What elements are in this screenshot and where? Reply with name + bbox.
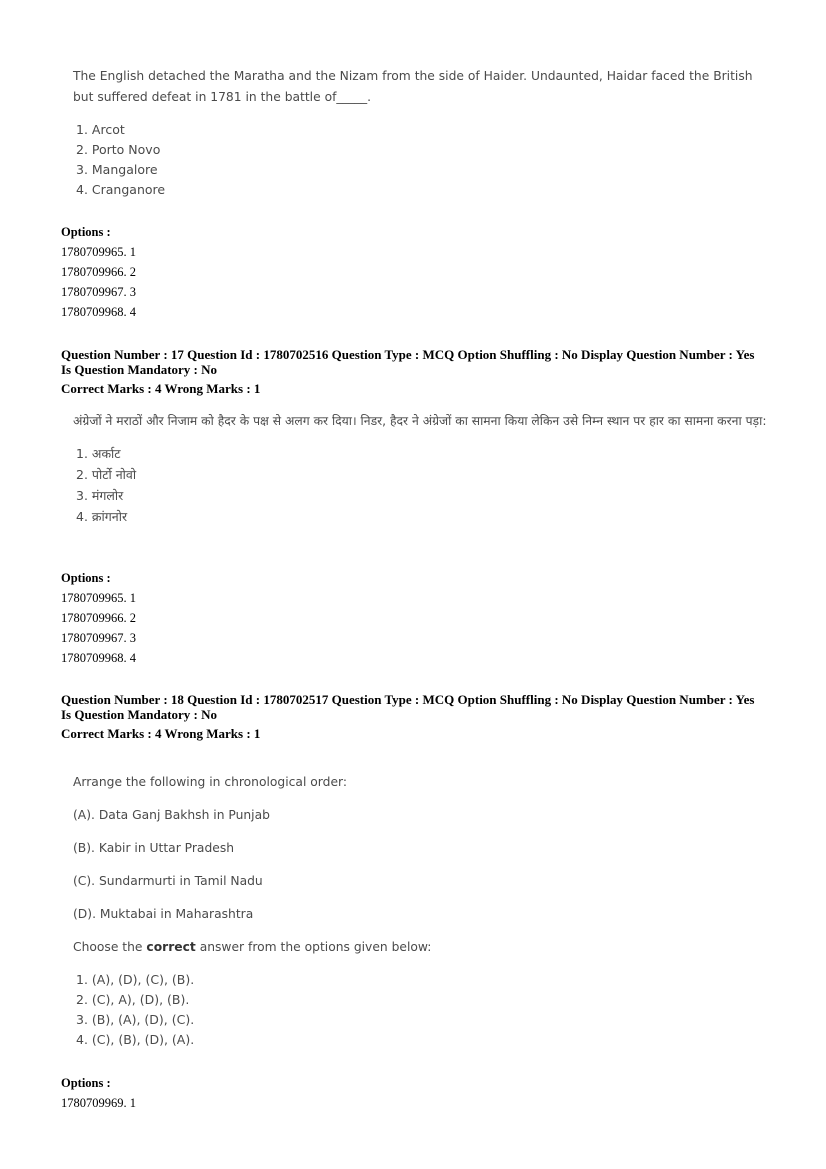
q18-choices [76, 970, 763, 1050]
q16-choice: 2. Porto Novo [76, 142, 161, 157]
q18-header-line: Correct Marks : 4 Wrong Marks : 1 [61, 726, 261, 741]
q16-choice: 3. Mangalore [76, 162, 158, 177]
q18-header-line: Question Number : 18 Question Id : 1780702517 Question Type : MCQ Option Shuffling : No Display Question Number : Yes [61, 692, 755, 707]
option-id: 1780709967. 3 [61, 631, 136, 645]
q17-header-line: Is Question Mandatory : No [61, 362, 218, 377]
q17-header-line: Correct Marks : 4 Wrong Marks : 1 [61, 381, 261, 396]
q18-choose-bold: correct [146, 940, 196, 954]
option-id: 1780709967. 3 [61, 285, 136, 299]
q17-choice: 1. अर्काट [76, 446, 121, 461]
q18-item: (B). Kabir in Uttar Pradesh [73, 841, 235, 855]
q18-item: (D). Muktabai in Maharashtra [73, 907, 254, 921]
q18-choice: 2. (C), A), (D), (B). [76, 992, 190, 1007]
q17-options [61, 568, 136, 668]
q18-question-block [73, 772, 763, 1050]
q17-question-block [73, 410, 773, 527]
q17-question-text: अंग्रेजों ने मराठों और निजाम को हैदर के पक्ष से अलग कर दिया। निडर, हैदर ने अंग्रेजों का सामना किया लेकिन उसे निम्न स्थान पर हार का सामना करना पड़ा: [73, 414, 767, 428]
q16-options [61, 222, 136, 322]
q17-choice: 4. क्रांगनोर [76, 509, 128, 524]
q17-choice: 2. पोर्टो नोवो [76, 467, 137, 482]
q18-item: (C). Sundarmurti in Tamil Nadu [73, 874, 263, 888]
q16-choices [76, 120, 763, 200]
options-label: Options : [61, 225, 111, 239]
q18-intro: Arrange the following in chronological order: [73, 775, 347, 789]
q18-options [61, 1073, 136, 1113]
q18-choice: 3. (B), (A), (D), (C). [76, 1012, 195, 1027]
q18-header-line: Is Question Mandatory : No [61, 707, 218, 722]
option-id: 1780709968. 4 [61, 651, 136, 665]
q16-choice: 1. Arcot [76, 122, 125, 137]
options-label: Options : [61, 571, 111, 585]
q17-header [61, 347, 754, 396]
option-id: 1780709965. 1 [61, 245, 136, 259]
q17-header-line: Question Number : 17 Question Id : 1780702516 Question Type : MCQ Option Shuffling : No Display Question Number : Yes [61, 347, 755, 362]
q17-choices [76, 443, 773, 527]
options-label: Options : [61, 1076, 111, 1090]
q18-choose-instruction [73, 937, 763, 958]
option-id: 1780709966. 2 [61, 265, 136, 279]
q18-choice: 1. (A), (D), (C), (B). [76, 972, 195, 987]
q18-choose-prefix: Choose the [73, 940, 147, 954]
q18-item: (A). Data Ganj Bakhsh in Punjab [73, 808, 270, 822]
option-id: 1780709969. 1 [61, 1096, 136, 1110]
option-id: 1780709968. 4 [61, 305, 136, 319]
q16-question-text: The English detached the Maratha and the Nizam from the side of Haider. Undaunted, Haidar faced the British but suffered defeat in 1781 in the battle of_____. [73, 69, 753, 104]
option-id: 1780709966. 2 [61, 611, 136, 625]
q16-choice: 4. Cranganore [76, 182, 166, 197]
option-id: 1780709965. 1 [61, 591, 136, 605]
q18-choice: 4. (C), (B), (D), (A). [76, 1032, 195, 1047]
q17-choice: 3. मंगलोर [76, 488, 124, 503]
q18-header [61, 692, 754, 741]
q16-question-block [73, 66, 763, 200]
q18-choose-suffix: answer from the options given below: [195, 940, 432, 954]
